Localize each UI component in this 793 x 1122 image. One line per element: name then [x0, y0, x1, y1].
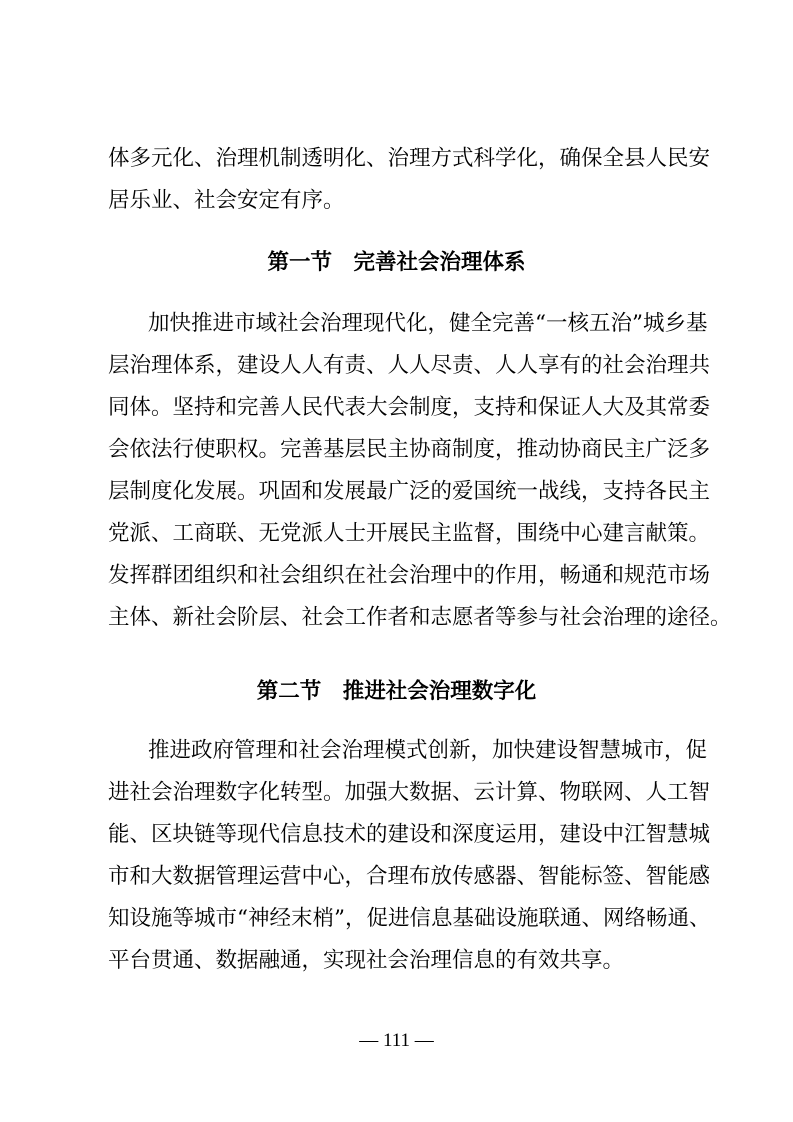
section-2-heading: 第二节 推进社会治理数字化: [256, 679, 537, 704]
text-line: 能、区块链等现代信息技术的建设和深度运用，建设中江智慧城: [108, 822, 711, 847]
text-line: 知设施等城市“神经末梢”，促进信息基础设施联通、网络畅通、: [108, 906, 711, 931]
text-line: 会依法行使职权。完善基层民主协商制度，推动协商民主广泛多: [108, 437, 711, 462]
section-2-paragraph: [108, 730, 711, 982]
text-line: 党派、工商联、无党派人士开展民主监督，围绕中心建言献策。: [108, 521, 711, 546]
text-line: 推进政府管理和社会治理模式创新，加快建设智慧城市，促: [148, 738, 708, 763]
text-line: 居乐业、社会安定有序。: [108, 188, 345, 213]
text-line: 层治理体系，建设人人有责、人人尽责、人人享有的社会治理共: [108, 353, 711, 378]
text-line: 加快推进市域社会治理现代化，健全完善“一核五治”城乡基: [148, 311, 708, 336]
text-line: 进社会治理数字化转型。加强大数据、云计算、物联网、人工智: [108, 780, 711, 805]
page-number: — 111 —: [359, 1030, 434, 1051]
text-line: 市和大数据管理运营中心，合理布放传感器、智能标签、智能感: [108, 864, 711, 889]
text-line: 发挥群团组织和社会组织在社会治理中的作用，畅通和规范市场: [108, 563, 711, 588]
text-line: 平台贯通、数据融通，实现社会治理信息的有效共享。: [108, 948, 625, 973]
text-line: 主体、新社会阶层、社会工作者和志愿者等参与社会治理的途径。: [108, 605, 732, 630]
text-line: 体多元化、治理机制透明化、治理方式科学化，确保全县人民安: [108, 146, 711, 171]
text-line: 层制度化发展。巩固和发展最广泛的爱国统一战线，支持各民主: [108, 479, 711, 504]
text-line: 同体。坚持和完善人民代表大会制度，支持和保证人大及其常委: [108, 395, 711, 420]
intro-paragraph: [108, 138, 711, 222]
section-1-paragraph: [108, 303, 732, 639]
section-1-heading: 第一节 完善社会治理体系: [267, 250, 526, 275]
